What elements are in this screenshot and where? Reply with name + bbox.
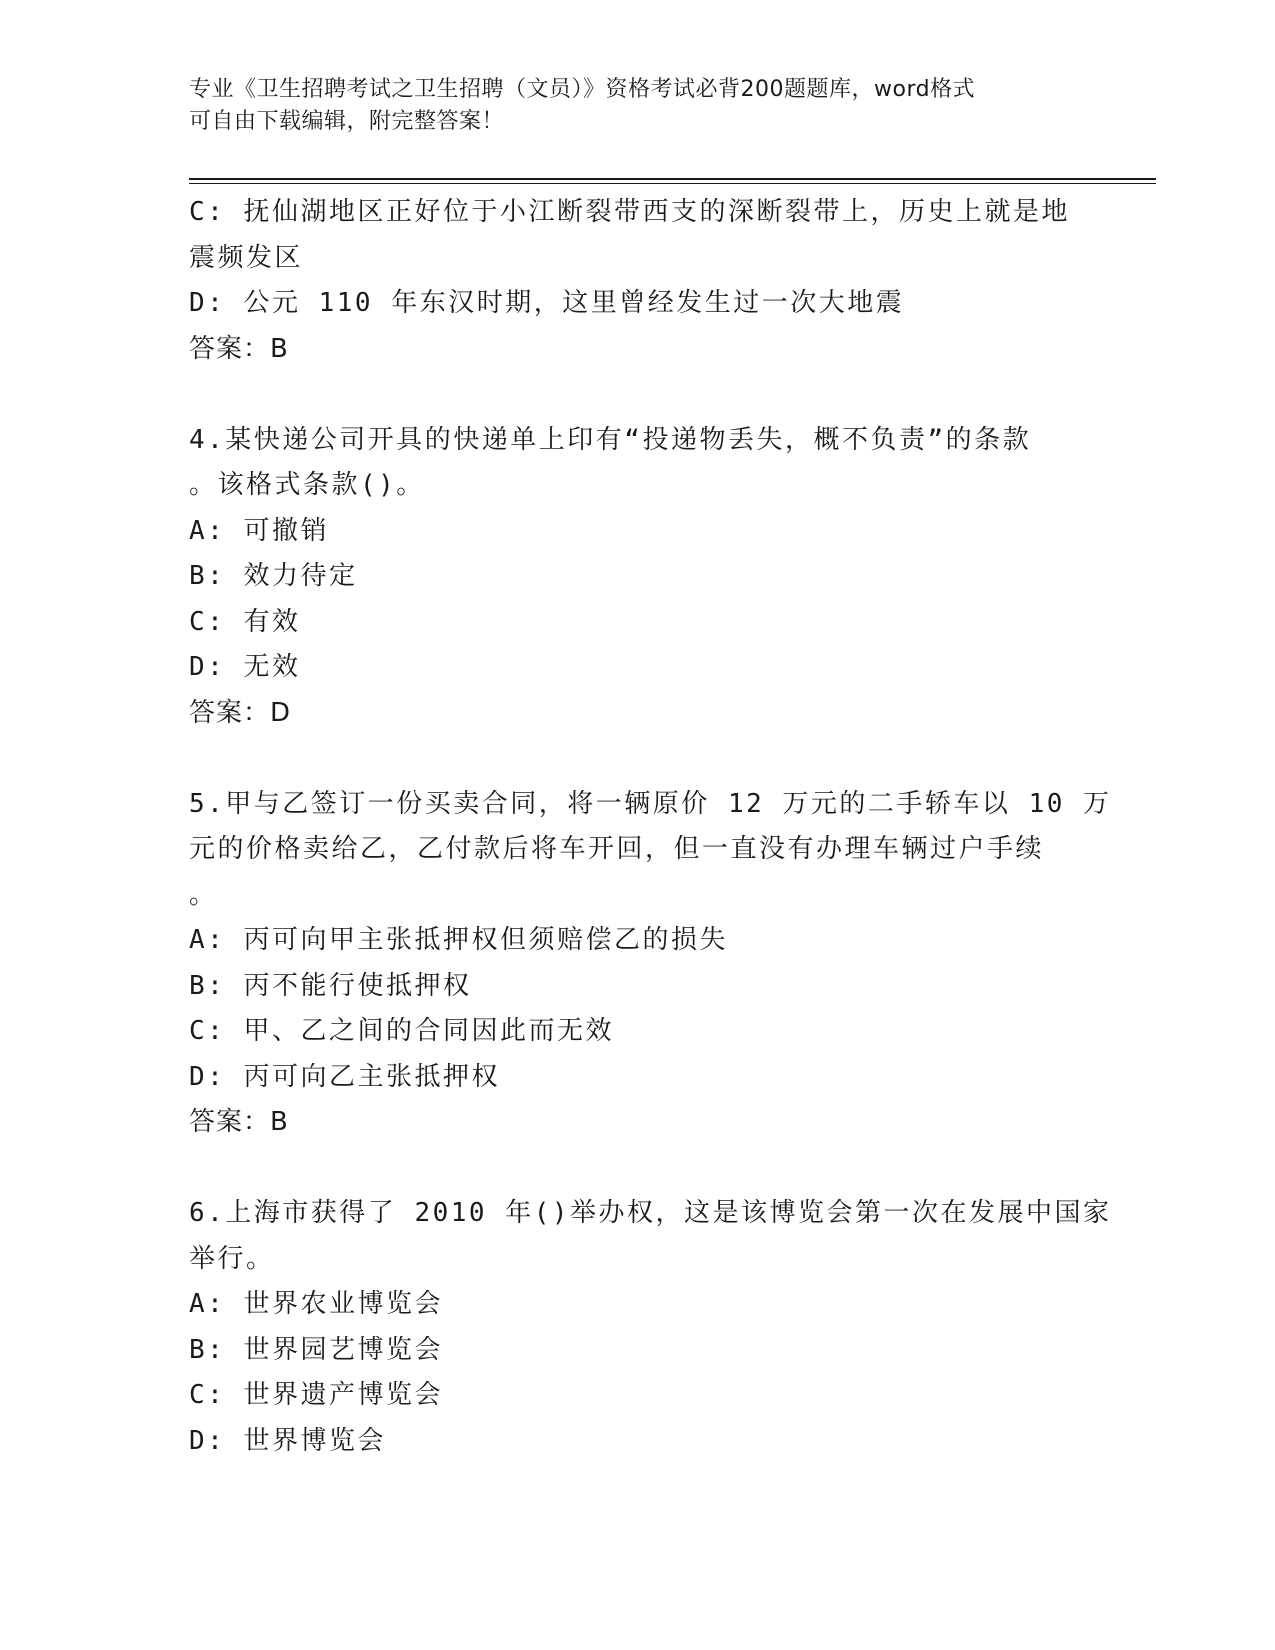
header-title-line-1: 专业《卫生招聘考试之卫生招聘（文员）》资格考试必背200题题库，word格式 [189,77,976,102]
question-stem-line-1: 6.上海市获得了 2010 年()举办权，这是该博览会第一次在发展中国家 [189,1198,1112,1228]
question-3-tail [189,190,1089,372]
header-divider-thin [189,183,1156,184]
spacer [189,736,1089,782]
question-stem-line-1: 4.某快递公司开具的快递单上印有“投递物丢失，概不负责”的条款 [189,424,1032,455]
option-c-line-2: 震频发区 [189,242,304,273]
question-6 [189,1191,1112,1464]
option-a: A: 丙可向甲主张抵押权但须赔偿乙的损失 [189,925,728,955]
option-d: D: 世界博览会 [189,1425,386,1456]
question-4 [189,418,1089,737]
header-title-line-2: 可自由下载编辑，附完整答案！ [189,109,505,134]
answer: 答案：B [189,1107,289,1137]
answer: 答案：B [189,333,289,364]
option-a: A: 可撤销 [189,515,329,546]
option-a: A: 世界农业博览会 [189,1289,443,1319]
option-b: B: 丙不能行使抵押权 [189,970,472,1001]
option-c: C: 甲、乙之间的合同因此而无效 [189,1016,614,1046]
question-5 [189,782,1112,1146]
question-list [189,190,1112,1464]
answer: 答案：D [189,697,292,728]
question-stem-line-2: 举行。 [189,1243,275,1274]
document-header [189,74,1069,138]
option-d: D: 公元 110 年东汉时期，这里曾经发生过一次大地震 [189,288,905,318]
option-c: C: 有效 [189,606,301,637]
question-stem-line-3: 。 [189,879,218,910]
option-c: C: 世界遗产博览会 [189,1380,443,1410]
spacer [189,1146,1089,1192]
option-c-line-1: C: 抚仙湖地区正好位于小江断裂带西支的深断裂带上，历史上就是地 [189,197,1070,227]
option-d: D: 无效 [189,652,301,682]
question-stem-line-1: 5.甲与乙签订一份买卖合同，将一辆原价 12 万元的二手轿车以 10 万 [189,788,1112,819]
header-divider-thick [189,178,1156,180]
option-b: B: 世界园艺博览会 [189,1334,443,1365]
spacer [189,372,1089,418]
option-d: D: 丙可向乙主张抵押权 [189,1061,500,1092]
option-b: B: 效力待定 [189,561,358,591]
question-stem-line-2: 。该格式条款()。 [189,470,425,500]
question-stem-line-2: 元的价格卖给乙，乙付款后将车开回，但一直没有办理车辆过户手续 [189,834,1045,864]
